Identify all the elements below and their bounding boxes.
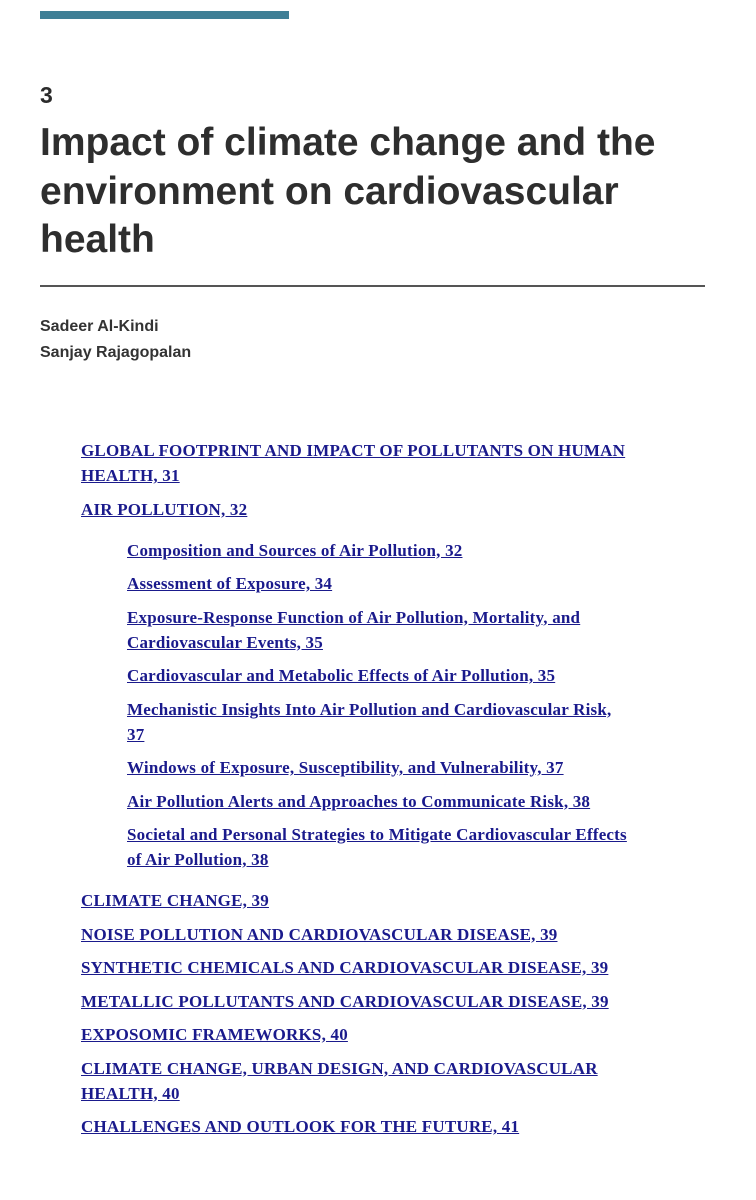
divider <box>40 285 705 287</box>
toc-link[interactable]: METALLIC POLLUTANTS AND CARDIOVASCULAR DISEASE, 39 <box>81 991 609 1011</box>
toc-link[interactable]: AIR POLLUTION, 32 <box>81 499 248 519</box>
table-of-contents <box>81 438 641 1148</box>
toc-sublink[interactable]: Air Pollution Alerts and Approaches to Communicate Risk, 38 <box>127 791 591 811</box>
toc-sublink[interactable]: Exposure-Response Function of Air Pollution, Mortality, and Cardiovascular Events, 35 <box>127 607 581 652</box>
toc-sublink[interactable]: Windows of Exposure, Susceptibility, and Vulnerability, 37 <box>127 758 564 777</box>
author: Sadeer Al-Kindi <box>40 318 159 335</box>
toc-sublink[interactable]: Assessment of Exposure, 34 <box>127 574 333 593</box>
toc-sublink[interactable]: Cardiovascular and Metabolic Effects of Air Pollution, 35 <box>127 666 556 685</box>
toc-link[interactable]: CLIMATE CHANGE, 39 <box>81 891 269 910</box>
chapter-number: 3 <box>40 82 53 108</box>
author: Sanjay Rajagopalan <box>40 344 192 361</box>
toc-sublink[interactable]: Composition and Sources of Air Pollution, 32 <box>127 540 463 560</box>
toc-sublink[interactable]: Mechanistic Insights Into Air Pollution and Cardiovascular Risk, 37 <box>127 699 612 744</box>
accent-bar <box>40 11 289 19</box>
toc-link[interactable]: SYNTHETIC CHEMICALS AND CARDIOVASCULAR DISEASE, 39 <box>81 958 609 977</box>
toc-link[interactable]: EXPOSOMIC FRAMEWORKS, 40 <box>81 1025 348 1044</box>
toc-sublink[interactable]: Societal and Personal Strategies to Mitigate Cardiovascular Effects of Air Pollution, 38 <box>127 825 627 869</box>
toc-link[interactable]: GLOBAL FOOTPRINT AND IMPACT OF POLLUTANTS ON HUMAN HEALTH, 31 <box>81 441 626 485</box>
toc-link[interactable]: CHALLENGES AND OUTLOOK FOR THE FUTURE, 41 <box>81 1117 520 1136</box>
chapter-title: Impact of climate change and the environment on cardiovascular health <box>40 121 656 261</box>
toc-link[interactable]: CLIMATE CHANGE, URBAN DESIGN, AND CARDIOVASCULAR HEALTH, 40 <box>81 1058 598 1103</box>
toc-link[interactable]: NOISE POLLUTION AND CARDIOVASCULAR DISEASE, 39 <box>81 924 558 944</box>
author-list <box>40 314 191 366</box>
